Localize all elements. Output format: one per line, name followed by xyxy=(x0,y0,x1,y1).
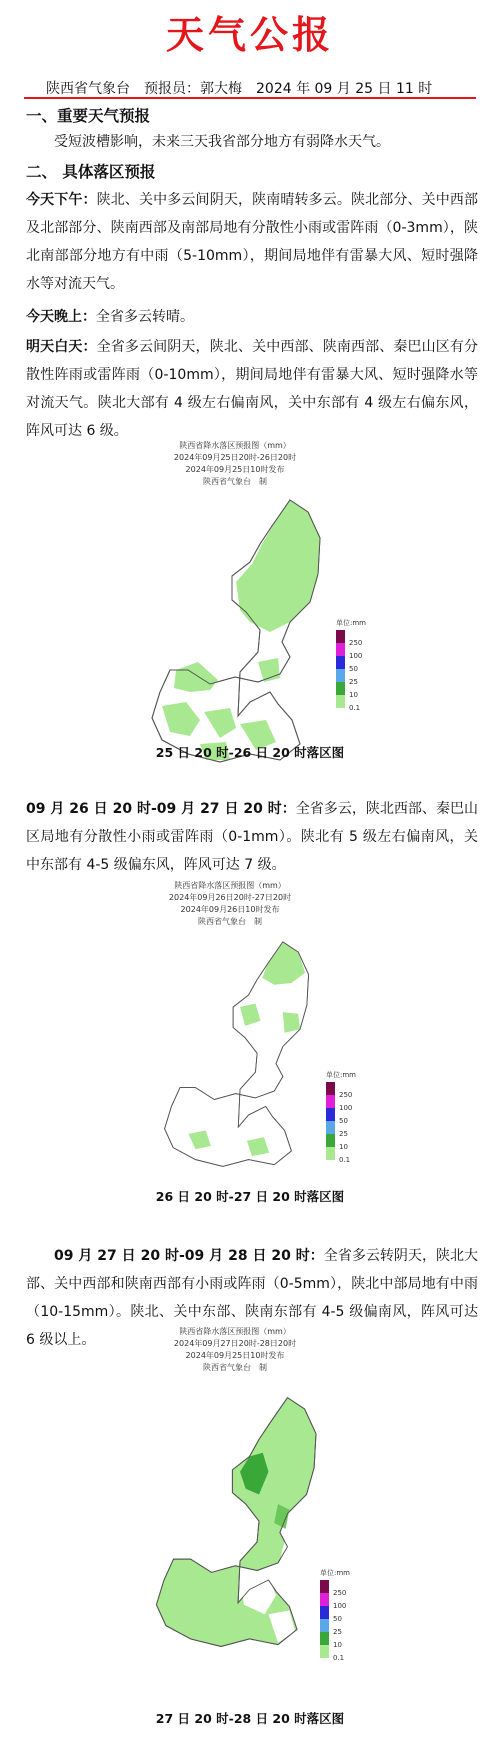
forecast-tomorrow-label: 明天白天： xyxy=(26,339,97,355)
map2-title: 陕西省降水落区预报图（mm） xyxy=(174,881,286,890)
bulletin-meta: 陕西省气象台 预报员：郭大梅 2024 年 09 月 25 日 11 时 xyxy=(46,81,433,97)
legend-label: 100 xyxy=(333,1602,347,1610)
legend-swatch xyxy=(336,656,345,669)
legend-label: 0.1 xyxy=(349,704,361,712)
map3-precip-map xyxy=(145,1378,335,1668)
legend-swatch xyxy=(320,1632,329,1645)
map3-caption: 27 日 20 时-28 日 20 时落区图 xyxy=(155,1711,345,1726)
map2-legend xyxy=(326,1070,366,1164)
forecast-afternoon-label: 今天下午： xyxy=(26,192,97,208)
legend-swatch xyxy=(336,669,345,682)
legend-rows xyxy=(336,630,376,712)
legend-swatch xyxy=(336,682,345,695)
forecast-tonight-text: 全省多云转晴。 xyxy=(96,309,194,325)
legend-label: 25 xyxy=(339,1130,348,1138)
map3-title: 陕西省降水落区预报图（mm） xyxy=(179,1327,291,1336)
map3-legend xyxy=(320,1568,360,1662)
section2-heading: 二、 具体落区预报 xyxy=(26,163,156,181)
legend-swatch xyxy=(326,1108,335,1121)
map1-title: 陕西省降水落区预报图（mm） xyxy=(179,441,291,450)
legend-label: 50 xyxy=(349,665,358,673)
legend-swatch xyxy=(326,1121,335,1134)
legend-title: 单位:mm xyxy=(326,1071,356,1079)
forecast-tonight-label: 今天晚上： xyxy=(26,309,96,325)
legend-swatch xyxy=(320,1593,329,1606)
map3-issued: 2024年09月25日10时发布 xyxy=(185,1351,285,1360)
map2-issued: 2024年09月26日10时发布 xyxy=(180,905,280,914)
legend-label: 250 xyxy=(349,639,363,647)
forecast-day3-text: 全省多云转阴天，陕北大部、关中西部和陕南西部有小雨或阵雨（0-5mm），陕北中部局地有中雨（10-15mm）。陕北、关中东部、陕南东部有 4-5 级偏南风，阵风可达 6 级以上。 xyxy=(26,1248,478,1348)
legend-item xyxy=(326,1082,366,1099)
forecast-tonight xyxy=(26,303,478,331)
legend-title: 单位:mm xyxy=(320,1569,350,1577)
legend-label: 250 xyxy=(333,1589,347,1597)
map2-period: 2024年09月26日20时-27日20时 xyxy=(168,893,292,902)
legend-swatch xyxy=(320,1619,329,1632)
forecast-afternoon xyxy=(26,186,478,298)
legend-label: 10 xyxy=(333,1641,342,1649)
map2-precip-map xyxy=(150,935,330,1175)
bulletin-title: 天气公报 xyxy=(165,12,334,57)
legend-label: 0.1 xyxy=(339,1156,351,1164)
forecast-tomorrow-text: 全省多云间阴天，陕北、关中西部、陕南西部、秦巴山区有分散性阵雨或雷阵雨（0-10mm），期间局地伴有雷暴大风、短时强降水等对流天气。陕北大部有 4 级左右偏南风，关中东部有 4 级左右偏东风，阵风可达 6 级。 xyxy=(26,339,479,439)
map2-issuer: 陕西省气象台 制 xyxy=(198,917,262,926)
legend-label: 100 xyxy=(339,1104,353,1112)
map2-header xyxy=(130,880,330,928)
forecast-day3-label: 09 月 27 日 20 时-09 月 28 日 20 时： xyxy=(54,1248,324,1264)
title-divider xyxy=(24,97,476,99)
legend-swatch xyxy=(326,1095,335,1108)
forecast-day2 xyxy=(26,795,478,879)
legend-label: 250 xyxy=(339,1091,353,1099)
legend-label: 10 xyxy=(349,691,358,699)
map1-issuer: 陕西省气象台 制 xyxy=(203,477,267,486)
map1-precip-map xyxy=(140,492,340,772)
legend-label: 0.1 xyxy=(333,1654,345,1662)
forecast-day2-label: 09 月 26 日 20 时-09 月 27 日 20 时： xyxy=(26,801,296,817)
legend-swatch xyxy=(326,1147,335,1160)
map1-issued: 2024年09月25日10时发布 xyxy=(185,465,285,474)
legend-label: 50 xyxy=(339,1117,348,1125)
section1-text: 受短波槽影响，未来三天我省部分地方有弱降水天气。 xyxy=(54,134,390,150)
legend-label: 25 xyxy=(333,1628,342,1636)
legend-title: 单位:mm xyxy=(336,619,366,627)
legend-rows xyxy=(320,1580,360,1662)
legend-swatch xyxy=(320,1645,329,1658)
legend-label: 50 xyxy=(333,1615,342,1623)
section1-heading: 一、重要天气预报 xyxy=(26,107,151,125)
legend-swatch xyxy=(336,695,345,708)
legend-swatch xyxy=(336,630,345,643)
map1-header xyxy=(120,440,350,488)
legend-item xyxy=(336,630,376,647)
map3-header xyxy=(130,1326,340,1374)
legend-swatch xyxy=(320,1606,329,1619)
map1-legend xyxy=(336,618,376,712)
legend-swatch xyxy=(320,1580,329,1593)
legend-swatch xyxy=(326,1082,335,1095)
map2-caption: 26 日 20 时-27 日 20 时落区图 xyxy=(155,1189,345,1204)
forecast-tomorrow xyxy=(26,333,478,445)
legend-label: 10 xyxy=(339,1143,348,1151)
legend-label: 100 xyxy=(349,652,363,660)
legend-item xyxy=(320,1580,360,1597)
legend-label: 25 xyxy=(349,678,358,686)
legend-swatch xyxy=(326,1134,335,1147)
map1-period: 2024年09月25日20时-26日20时 xyxy=(173,453,297,462)
map3-issuer: 陕西省气象台 制 xyxy=(203,1363,267,1372)
map3-period: 2024年09月27日20时-28日20时 xyxy=(173,1339,297,1348)
legend-swatch xyxy=(336,643,345,656)
forecast-day2-text: 全省多云，陕北西部、秦巴山区局地有分散性小雨或雷阵雨（0-1mm）。陕北有 5 级左右偏南风，关中东部有 4-5 级偏东风，阵风可达 7 级。 xyxy=(26,801,478,873)
map1-caption: 25 日 20 时-26 日 20 时落区图 xyxy=(155,745,345,760)
legend-rows xyxy=(326,1082,366,1164)
forecast-afternoon-text: 陕北、关中多云间阴天，陕南晴转多云。陕北部分、关中西部及北部部分、陕南西部及南部局地有分散性小雨或雷阵雨（0-3mm），陕北南部部分地方有中雨（5-10mm），期间局地伴有雷暴大风、短时强降水等对流天气。 xyxy=(26,192,479,292)
